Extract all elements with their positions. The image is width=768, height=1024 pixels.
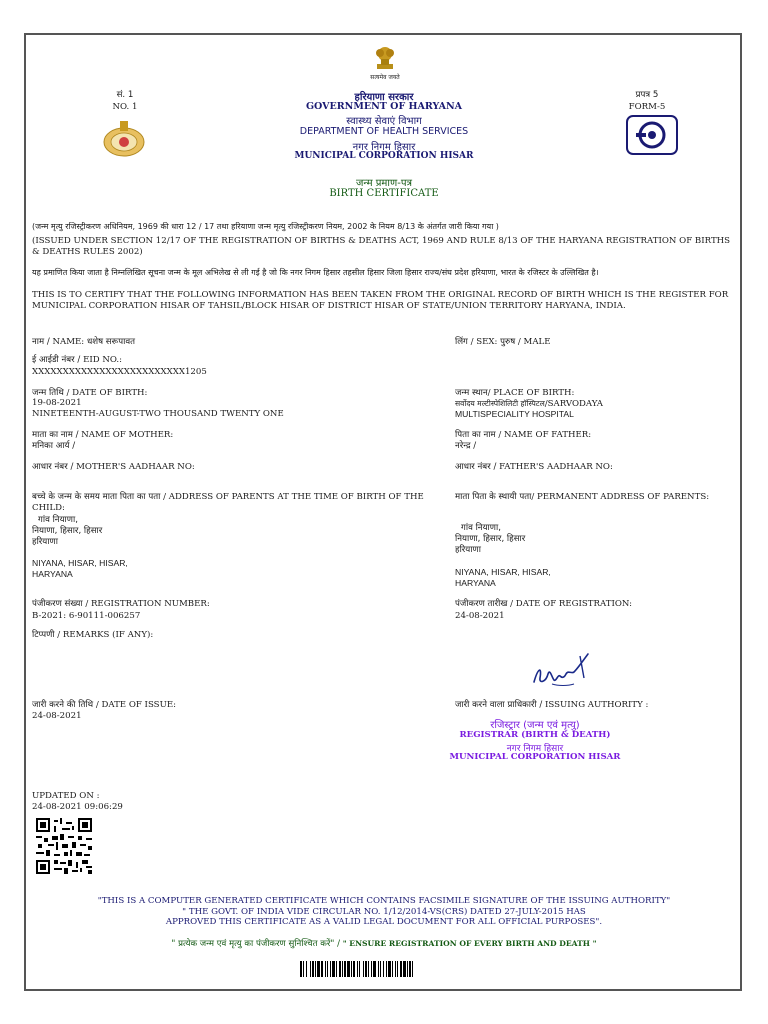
sex-value-hi: पुरुष [500, 337, 516, 347]
national-emblem-icon [370, 42, 400, 72]
issue-date-label-en: / DATE OF ISSUE: [93, 700, 176, 710]
birth-address-hi-line3: हरियाणा [32, 537, 58, 547]
remarks-label-en: / REMARKS (IF ANY): [54, 630, 154, 640]
sex-value-en: / MALE [515, 337, 551, 347]
certify-text-en: THIS IS TO CERTIFY THAT THE FOLLOWING INFORMATION HAS BEEN TAKEN FROM THE ORIGINAL RECORD OF BIRTH WHICH IS THE REGISTER FOR MUNICIPAL CORPORATION HISAR OF TAHSIL/BLOCK HISAR OF DISTRICT HISAR OF STATE/UNION TERRITORY HARYANA, INDIA. [32, 290, 729, 311]
perm-address-en-line2: HARYANA [455, 578, 496, 588]
footer-line-1: "THIS IS A COMPUTER GENERATED CERTIFICATE WHICH CONTAINS FACSIMILE SIGNATURE OF THE ISSUING AUTHORITY" [97, 896, 671, 906]
father-value: नरेन्द्र / [455, 441, 477, 451]
reg-no-label [32, 599, 412, 610]
gov-title-hi: हरियाणा सरकार [354, 92, 414, 103]
footer-line-2: " THE GOVT. OF INDIA VIDE CIRCULAR NO. 1/12/2014-VS(CRS) DATED 27-JULY-2015 HAS [182, 907, 586, 917]
qr-code-icon[interactable] [36, 818, 92, 874]
birth-address-label-hi: बच्चे के जन्म के समय माता पिता का पता [32, 492, 161, 502]
registrar-title-en: REGISTRAR (BIRTH & DEATH) [459, 730, 611, 740]
issue-date-label [32, 700, 412, 711]
perm-address-hi [455, 523, 740, 556]
perm-address-hi-line2: नियाणा, हिसार, हिसार [455, 534, 526, 544]
dob-label-hi: जन्म तिथि [32, 388, 64, 398]
mother-label [32, 430, 412, 441]
f-aadhaar-label-hi: आधार नंबर / [455, 462, 500, 472]
dob-value: 19-08-2021 [32, 398, 82, 408]
birth-address-en-line2: HARYANA [32, 569, 73, 579]
perm-address-en [455, 567, 740, 589]
perm-address-hi-line3: हरियाणा [455, 545, 481, 555]
perm-address-label-en: / PERMANENT ADDRESS OF PARENTS: [531, 492, 710, 502]
remarks-label [32, 630, 412, 641]
birth-address-en [32, 558, 332, 580]
reg-no-label-hi: पंजीकरण संख्या [32, 599, 83, 609]
sex-field [455, 337, 735, 348]
pob-value-hi: सर्वोदय मल्टीस्पेशिलिटी हॉस्पिटल [455, 399, 545, 408]
birth-address-en-line1: NIYANA, HISAR, HISAR, [32, 558, 128, 568]
reg-date-value: 24-08-2021 [455, 611, 505, 621]
birth-address-hi-line2: नियाणा, हिसार, हिसार [32, 526, 103, 536]
mother-value: मनिका आर्य / [32, 441, 76, 451]
father-label-hi: पिता का नाम [455, 430, 496, 440]
birth-address-hi [32, 515, 332, 548]
updated-on-value: 24-08-2021 09:06:29 [32, 802, 123, 812]
perm-address-label [455, 492, 740, 503]
certificate-title-hi: जन्म प्रमाण-पत्र [355, 178, 413, 189]
authority-label [455, 700, 740, 711]
reg-date-label [455, 599, 740, 610]
form-no-hi: प्रपत्र 5 [635, 90, 659, 100]
sex-label-en: / SEX: [467, 337, 501, 347]
remarks-label-hi: टिप्पणी [32, 630, 55, 640]
mother-aadhaar-label [32, 462, 412, 473]
name-field [32, 337, 412, 348]
perm-address-en-line1: NIYANA, HISAR, HISAR, [455, 567, 551, 577]
father-label-en: / NAME OF FATHER: [495, 430, 592, 440]
signature-image [528, 648, 598, 692]
pob-label-en: / PLACE OF BIRTH: [487, 388, 575, 398]
reg-date-label-hi: पंजीकरण तारीख [455, 599, 508, 609]
mother-label-hi: माता का नाम / [32, 430, 82, 440]
eid-value: XXXXXXXXXXXXXXXXXXXXXXXXX1205 [32, 367, 207, 377]
footer-slogan [34, 938, 734, 950]
eid-label-hi: ई आईडी नंबर / [32, 355, 84, 365]
registrar-corp-en: MUNICIPAL CORPORATION HISAR [449, 752, 621, 762]
birth-address-label-en: / ADDRESS OF PARENTS AT THE TIME OF BIRTH OF THE CHILD: [32, 492, 424, 513]
father-aadhaar-label [455, 462, 740, 473]
pob-value-en: /SARVODAYA [544, 399, 603, 409]
eid-label [32, 355, 412, 366]
footer-line-3: APPROVED THIS CERTIFICATE AS A VALID LEGAL DOCUMENT FOR ALL OFFICIAL PURPOSES". [165, 917, 603, 927]
authority-label-en: ISSUING AUTHORITY : [545, 700, 649, 710]
m-aadhaar-label-en: MOTHER'S AADHAAR NO: [76, 462, 195, 472]
corp-title-hi: नगर निगम हिसार [352, 142, 416, 153]
gov-title-en: GOVERNMENT OF HARYANA [305, 101, 463, 112]
perm-address-label-hi: माता पिता के स्थायी पता [455, 492, 532, 502]
name-label-hi: नाम / [32, 337, 53, 347]
reg-no-value: B-2021: 6-90111-006257 [32, 611, 141, 621]
reg-no-label-en: / REGISTRATION NUMBER: [82, 599, 210, 609]
serial-no-en: NO. 1 [112, 102, 138, 112]
dept-title-en: DEPARTMENT OF HEALTH SERVICES [299, 126, 469, 137]
updated-on-label: UPDATED ON : [32, 791, 100, 801]
issue-date-label-hi: जारी करने की तिथि [32, 700, 94, 710]
pob-label-hi: जन्म स्थान [455, 388, 488, 398]
name-label-en: NAME: [52, 337, 85, 347]
issued-under-hi: (जन्म मृत्यु रजिस्ट्रीकरण अधिनियम, 1969 की धारा 12 / 17 तथा हरियाणा जन्म मृत्यु रजिस्ट्रीकरण नियम, 2002 के नियम 8/13 के अंतर्गत जारी किया गया ) [32, 222, 499, 231]
dob-label-en: / DATE OF BIRTH: [63, 388, 148, 398]
issued-under-en: (ISSUED UNDER SECTION 12/17 OF THE REGISTRATION OF BIRTHS & DEATHS ACT, 1969 AND RULE 8/13 OF THE HARYANA REGISTRATION OF BIRTHS & DEATHS RULES 2002) [32, 236, 731, 257]
issue-date-value: 24-08-2021 [32, 711, 82, 721]
emblem-motto: सत्यमेव जयते [370, 74, 400, 81]
name-value: धशेष सरूपावत [86, 337, 136, 347]
barcode-icon [300, 961, 468, 977]
birth-address-label [32, 492, 452, 514]
birth-address-hi-line1: गांव नियाणा, [38, 515, 78, 525]
crs-logo-icon [626, 115, 678, 155]
dept-title-hi: स्वास्थ्य सेवाएं विभाग [346, 116, 422, 127]
dob-words: NINETEENTH-AUGUST-TWO THOUSAND TWENTY ONE [32, 409, 284, 419]
registrar-corp-hi: नगर निगम हिसार [506, 744, 564, 754]
authority-label-hi: जारी करने वाला प्राधिकारी / [455, 700, 546, 710]
father-label [455, 430, 740, 441]
certificate-title-en: BIRTH CERTIFICATE [329, 188, 439, 199]
reg-date-label-en: / DATE OF REGISTRATION: [507, 599, 633, 609]
mother-label-en: NAME OF MOTHER: [81, 430, 174, 440]
perm-address-hi-line1: गांव नियाणा, [461, 523, 501, 533]
footer-slogan-hi: " प्रत्येक जन्म एवं मृत्यु का पंजीकरण सुनिश्चित करें" / [171, 939, 343, 949]
certify-text-hi: यह प्रमाणित किया जाता है निम्नलिखित सूचना जन्म के मूल अभिलेख से ली गई है जो कि नगर निगम हिसार तहसील हिसार जिला हिसार राज्य/संघ प्रदेश हरियाणा, भारत के रजिस्टर के उल्लिखित है। [32, 268, 599, 277]
serial-no-hi: सं. 1 [116, 90, 134, 100]
haryana-seal-icon [102, 118, 146, 158]
registrar-title-hi: रजिस्ट्रार (जन्म एवं मृत्यु) [490, 720, 580, 731]
corp-title-en: MUNICIPAL CORPORATION HISAR [294, 151, 474, 161]
sex-label-hi: लिंग [455, 337, 468, 347]
pob-value-line2: MULTISPECIALITY HOSPITAL [455, 409, 574, 419]
f-aadhaar-label-en: FATHER'S AADHAAR NO: [499, 462, 613, 472]
eid-label-en: EID NO.: [83, 355, 123, 365]
footer-slogan-en: " ENSURE REGISTRATION OF EVERY BIRTH AND DEATH " [342, 939, 597, 948]
form-no-en: FORM-5 [628, 102, 666, 112]
m-aadhaar-label-hi: आधार नंबर / [32, 462, 77, 472]
